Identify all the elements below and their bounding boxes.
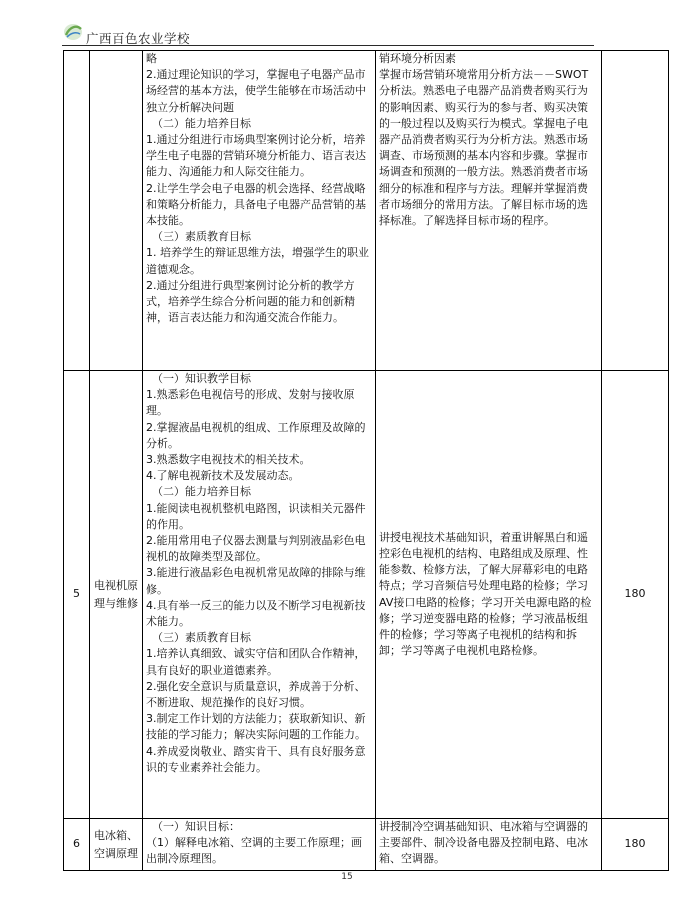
teaching-goals bbox=[143, 819, 376, 871]
school-name: 广西百色农业学校 bbox=[86, 31, 191, 46]
goal-line: 1. 培养学生的辩证思维方法，增强学生的职业道德观念。 bbox=[146, 246, 369, 276]
course-name: 电视机原理与维修 bbox=[90, 371, 143, 819]
goal-line: 4.了解电视新技术及发展动态。 bbox=[146, 469, 300, 483]
goal-line: 2.掌握液晶电视机的组成、工作原理及故障的分析。 bbox=[146, 420, 366, 450]
table-row bbox=[64, 819, 669, 871]
goal-heading: （一）知识目标： bbox=[152, 820, 240, 833]
course-name bbox=[90, 51, 143, 371]
teaching-content: 销环境分析因素 掌握市场营销环境常用分析方法－－SWOT分析法。熟悉电子电器产品消费者购买行为的影响因素、购买行为的参与者、购买决策的一般过程以及购买行为模式。掌握电子电器产品消费者购买行为分析方法。熟悉市场调查、市场预测的基本内容和步骤。掌握市场调查和预测的一般方法。熟悉消费者市场细分的标准和程序与方法。理解并掌握消费者市场细分的常用方法。了解目标市场的选择标准。了解选择目标市场的程序。 bbox=[376, 51, 602, 371]
table-row bbox=[64, 51, 669, 371]
goal-heading: （二）能力培养目标 bbox=[152, 485, 251, 499]
goal-line: 1.能阅读电视机整机电路图，识读相关元器件的作用。 bbox=[146, 501, 366, 531]
course-number: 6 bbox=[64, 819, 90, 871]
goal-line: 2.通过理论知识的学习，掌握电子电器产品市场经营的基本方法，使学生能够在市场活动中独立分析解决问题 bbox=[146, 68, 366, 114]
school-logo-icon bbox=[62, 20, 84, 42]
goal-line: 略 bbox=[146, 52, 157, 65]
teaching-goals bbox=[143, 51, 376, 371]
table-row bbox=[64, 371, 669, 819]
goal-line: 1.通过分组进行市场典型案例讨论分析，培养学生电子电器的营销环境分析能力、语言表达能力、沟通能力和人际交往能力。 bbox=[146, 133, 366, 179]
goal-heading: （三）素质教育目标 bbox=[152, 230, 251, 244]
goal-line: 1.培养认真细致、诚实守信和团队合作精神，具有良好的职业道德素养。 bbox=[146, 647, 366, 677]
goal-line: 3.制定工作计划的方法能力；获取新知识、新技能的学习能力；解决实际问题的工作能力。 bbox=[146, 712, 366, 742]
course-number bbox=[64, 51, 90, 371]
goal-line: 2.通过分组进行典型案例讨论分析的教学方式，培养学生综合分析问题的能力和创新精神，语言表达能力和沟通交流合作能力。 bbox=[146, 278, 355, 325]
teaching-content: 讲授电视技术基础知识，着重讲解黑白和遥控彩色电视机的结构、电路组成及原理、性能参数、检修方法，了解大屏幕彩电的电路特点；学习音频信号处理电路的检修；学习AV接口电路的检修；学习开关电源电路的检修；学习逆变器电路的检修；学习液晶板组件的检修；学习等离子电视机的结构和拆卸；学习等离子电视机电路检修。 bbox=[376, 371, 602, 819]
course-hours: 180 bbox=[602, 819, 669, 871]
goal-line: 2.让学生学会电子电器的机会选择、经营战略和策略分析能力，具备电子电器产品营销的基本技能。 bbox=[146, 181, 366, 228]
course-name: 电冰箱、空调原理 bbox=[90, 819, 143, 871]
course-hours: 180 bbox=[602, 371, 669, 819]
goal-heading: （二）能力培养目标 bbox=[152, 116, 251, 130]
goal-line: 2.能用常用电子仪器去测量与判别液晶彩色电视机的故障类型及部位。 bbox=[146, 534, 366, 564]
goal-line: 1.熟悉彩色电视信号的形成、发射与接收原理。 bbox=[146, 388, 355, 418]
curriculum-table bbox=[63, 50, 669, 871]
goal-heading: （三）素质教育目标 bbox=[152, 631, 251, 645]
goal-line: 2.强化安全意识与质量意识，养成善于分析、不断进取、规范操作的良好习惯。 bbox=[146, 679, 366, 710]
goal-line: （1）解释电冰箱、空调的主要工作原理；画出制冷原理图。 bbox=[146, 836, 362, 866]
course-hours bbox=[602, 51, 669, 371]
header-divider bbox=[62, 45, 594, 46]
goal-line: 3.能进行液晶彩色电视机常见故障的排除与维修。 bbox=[146, 566, 366, 596]
teaching-goals bbox=[143, 371, 376, 819]
goal-heading: （一）知识教学目标 bbox=[152, 372, 251, 385]
goal-line: 4.具有举一反三的能力以及不断学习电视新技术能力。 bbox=[146, 598, 366, 629]
teaching-content: 讲授制冷空调基础知识、电冰箱与空调器的主要部件、制冷设备电器及控制电路、电冰箱、空调器。 bbox=[376, 819, 602, 871]
page-number: 15 bbox=[341, 872, 353, 882]
course-number: 5 bbox=[64, 371, 90, 819]
goal-line: 3.熟悉数字电视技术的相关技术。 bbox=[146, 453, 311, 467]
goal-line: 4.养成爱岗敬业、踏实肯干、具有良好服务意识的专业素养社会能力。 bbox=[146, 744, 366, 774]
